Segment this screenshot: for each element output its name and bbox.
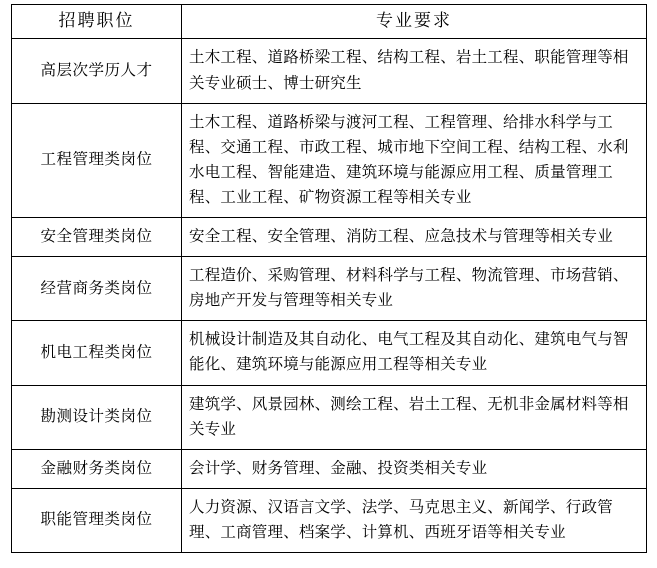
table-row (12, 449, 647, 488)
table-header (12, 5, 647, 39)
cell-major: 建筑学、风景园林、测绘工程、岩土工程、无机非金属材料等相关专业 (182, 385, 647, 449)
cell-major: 机械设计制造及其自动化、电气工程及其自动化、建筑电气与智能化、建筑环境与能源应用工程等相关专业 (182, 321, 647, 385)
column-header-major: 专业要求 (182, 5, 647, 39)
cell-position: 金融财务类岗位 (12, 449, 182, 488)
column-header-position: 招聘职位 (12, 5, 182, 39)
cell-position: 安全管理类岗位 (12, 218, 182, 257)
cell-position: 机电工程类岗位 (12, 321, 182, 385)
table-body (12, 39, 647, 553)
table-row (12, 103, 647, 217)
cell-position: 勘测设计类岗位 (12, 385, 182, 449)
table-row (12, 39, 647, 103)
cell-major: 工程造价、采购管理、材料科学与工程、物流管理、市场营销、房地产开发与管理等相关专业 (182, 257, 647, 321)
cell-major: 安全工程、安全管理、消防工程、应急技术与管理等相关专业 (182, 218, 647, 257)
cell-position: 经营商务类岗位 (12, 257, 182, 321)
cell-major: 土木工程、道路桥梁工程、结构工程、岩土工程、职能管理等相关专业硕士、博士研究生 (182, 39, 647, 103)
table-row (12, 488, 647, 552)
cell-major: 人力资源、汉语言文学、法学、马克思主义、新闻学、行政管理、工商管理、档案学、计算机、西班牙语等相关专业 (182, 488, 647, 552)
table-row (12, 257, 647, 321)
cell-position: 高层次学历人才 (12, 39, 182, 103)
cell-position: 职能管理类岗位 (12, 488, 182, 552)
table-row (12, 385, 647, 449)
cell-position: 工程管理类岗位 (12, 103, 182, 217)
table-row (12, 218, 647, 257)
cell-major: 土木工程、道路桥梁与渡河工程、工程管理、给排水科学与工程、交通工程、市政工程、城市地下空间工程、结构工程、水利水电工程、智能建造、建筑环境与能源应用工程、质量管理工程、工业工程、矿物资源工程等相关专业 (182, 103, 647, 217)
table-row (12, 321, 647, 385)
recruitment-table (11, 4, 647, 553)
cell-major: 会计学、财务管理、金融、投资类相关专业 (182, 449, 647, 488)
table-header-row (12, 5, 647, 39)
